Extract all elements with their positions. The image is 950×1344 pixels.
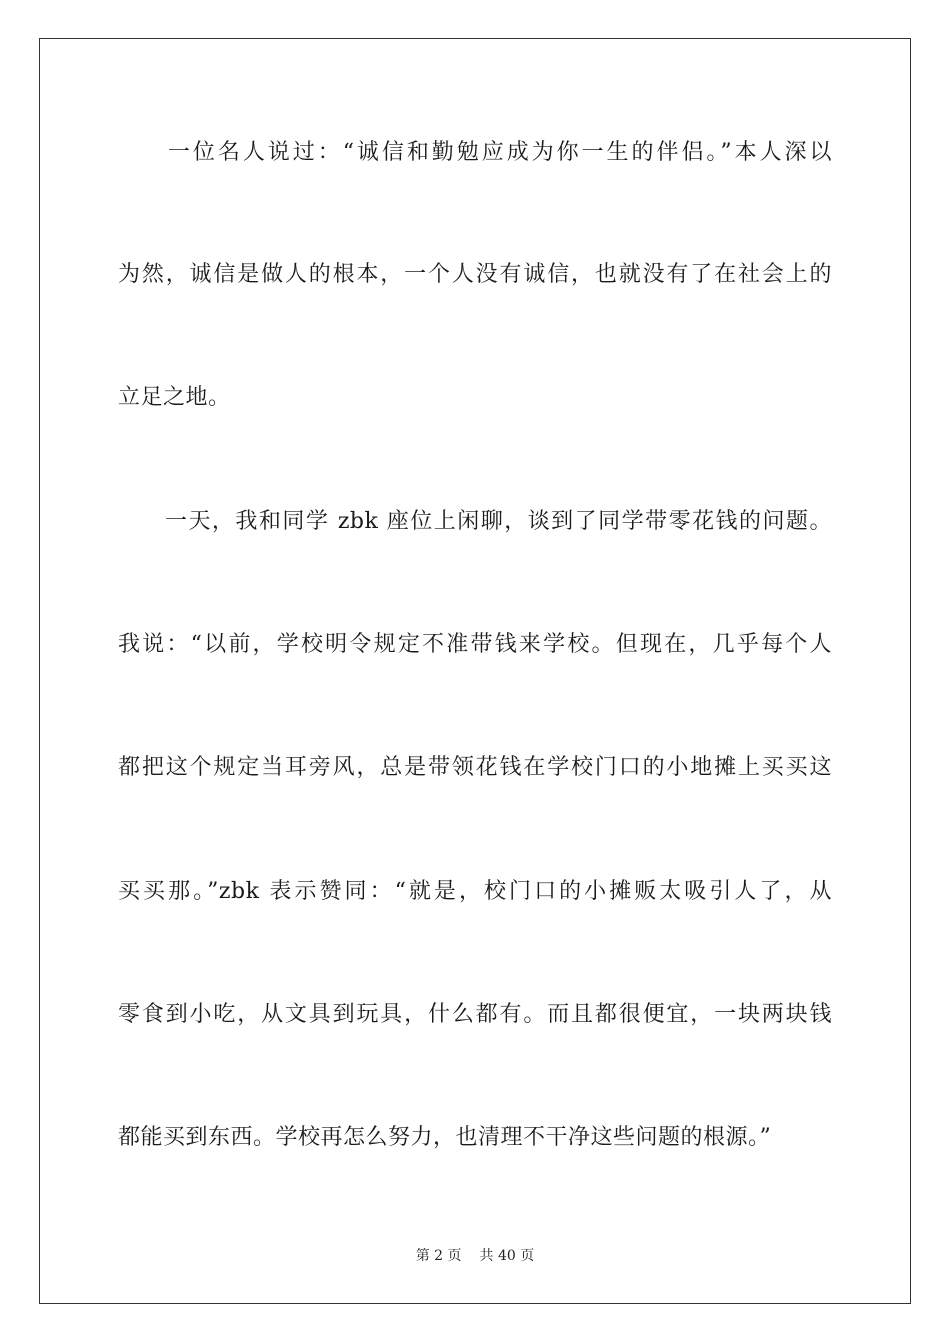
text-line: 一位名人说过：“诚信和勤勉应成为你一生的伴侣。”本人深以 xyxy=(118,140,832,165)
page-number: 第 2 页 xyxy=(415,1248,462,1264)
page-total: 共 40 页 xyxy=(479,1248,535,1264)
page-footer xyxy=(0,1246,950,1266)
text-line: 都能买到东西。学校再怎么努力，也清理不干净这些问题的根源。” xyxy=(118,1125,772,1150)
text-line: 买买那。”zbk 表示赞同：“就是，校门口的小摊贩太吸引人了，从 xyxy=(118,879,832,904)
text-line: 立足之地。 xyxy=(118,385,231,410)
page-border xyxy=(39,38,911,1304)
text-line: 为然，诚信是做人的根本，一个人没有诚信，也就没有了在社会上的 xyxy=(118,262,832,287)
text-line: 我说：“以前，学校明令规定不准带钱来学校。但现在，几乎每个人 xyxy=(118,632,832,657)
text-line: 都把这个规定当耳旁风，总是带领花钱在学校门口的小地摊上买买这 xyxy=(118,755,832,780)
text-line: 零食到小吃，从文具到玩具，什么都有。而且都很便宜，一块两块钱 xyxy=(118,1002,832,1027)
text-line: 一天，我和同学 zbk 座位上闲聊，谈到了同学带零花钱的问题。 xyxy=(118,509,832,534)
